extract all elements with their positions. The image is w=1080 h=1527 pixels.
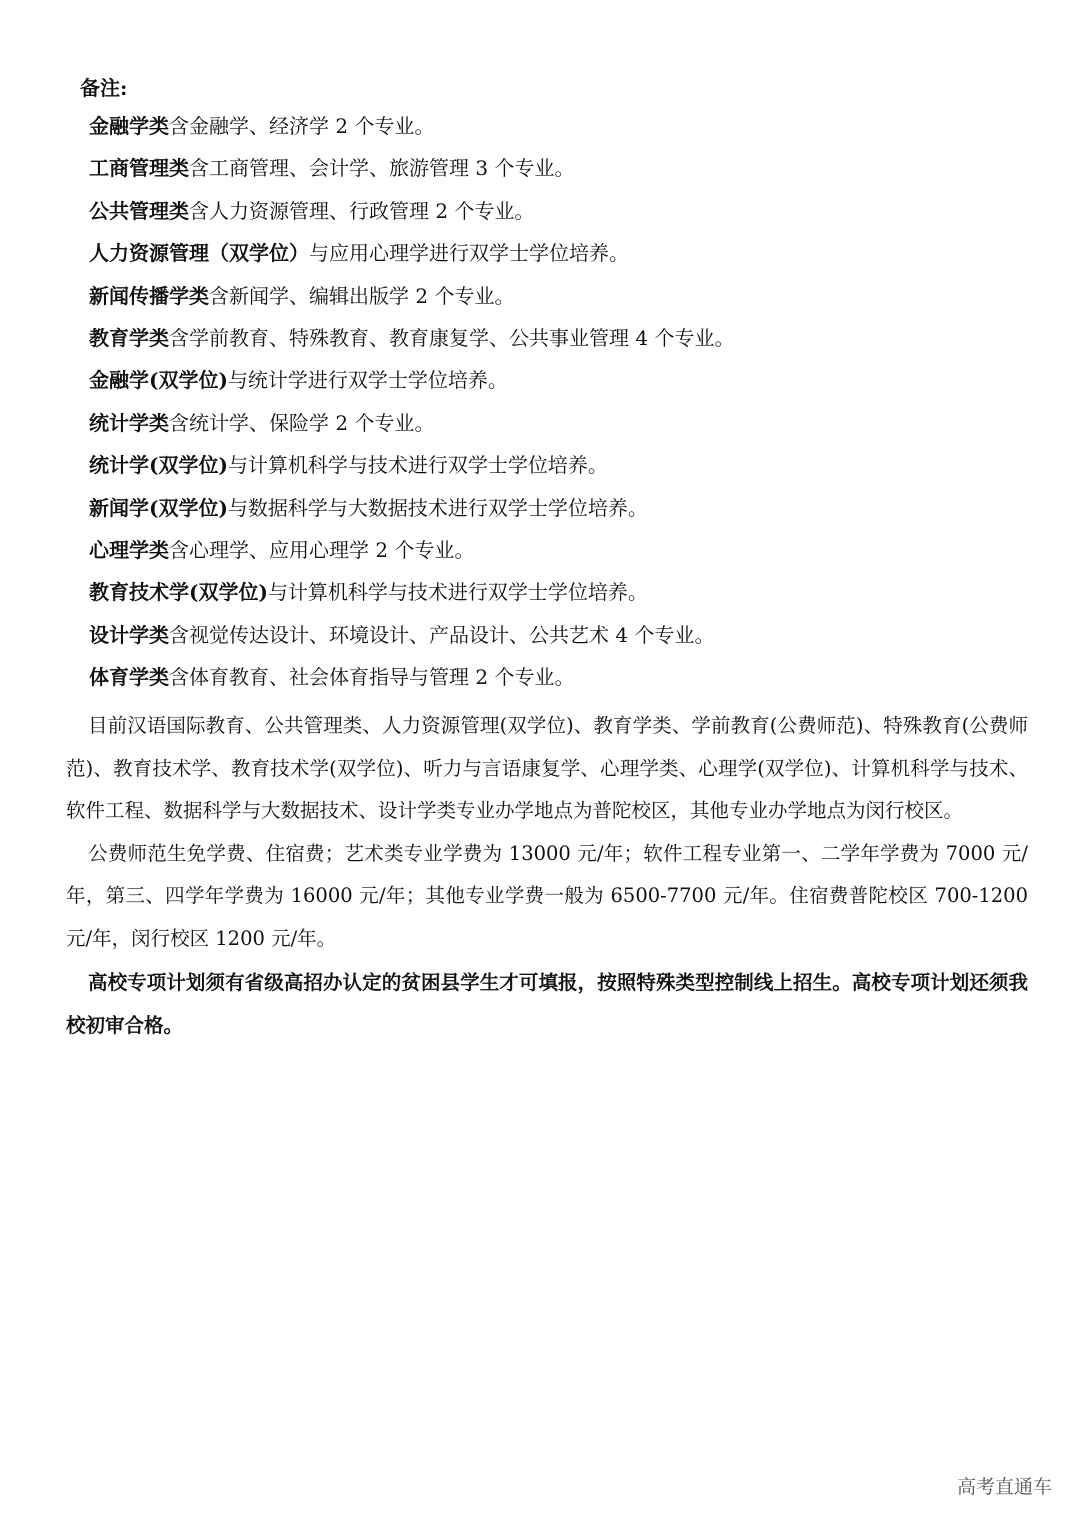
note-description: 含视觉传达设计、环境设计、产品设计、公共艺术 4 个专业。: [169, 622, 715, 647]
note-term: 设计学类: [89, 622, 169, 647]
note-description: 含金融学、经济学 2 个专业。: [169, 114, 435, 138]
note-term: 心理学类: [89, 537, 169, 562]
note-description: 含学前教育、特殊教育、教育康复学、公共事业管理 4 个专业。: [169, 325, 735, 350]
note-item: [89, 112, 1049, 154]
note-term: 新闻学(双学位): [89, 495, 228, 520]
note-item: [89, 197, 1049, 239]
note-term: 新闻传播学类: [89, 283, 209, 308]
note-item: [89, 536, 1049, 578]
campus-paragraph: 目前汉语国际教育、公共管理类、人力资源管理(双学位)、教育学类、学前教育(公费师范)、特殊教育(公费师范)、教育技术学、教育技术学(双学位)、听力与言语康复学、心理学类、心理学(双学位)、计算机科学与技术、软件工程、数据科学与大数据技术、设计学类专业办学地点为普陀校区，其他专业办学地点为闵行校区。: [66, 714, 1028, 822]
note-item: [89, 366, 1049, 408]
note-term: 工商管理类: [89, 156, 189, 181]
note-description: 与统计学进行双学士学位培养。: [227, 368, 508, 393]
body-paragraphs: [66, 705, 1028, 1047]
note-term: 金融学(双学位): [89, 368, 228, 393]
note-description: 与数据科学与大数据技术进行双学士学位培养。: [227, 495, 648, 520]
note-term: 教育技术学(双学位): [89, 580, 268, 605]
note-description: 含人力资源管理、行政管理 2 个专业。: [189, 198, 535, 223]
note-item: [89, 663, 1049, 705]
note-item: [89, 324, 1049, 366]
note-description: 与计算机科学与技术进行双学士学位培养。: [227, 453, 608, 478]
note-term: 公共管理类: [89, 198, 189, 223]
note-term: 金融学类: [89, 114, 169, 138]
note-item: [89, 282, 1049, 324]
note-description: 与计算机科学与技术进行双学士学位培养。: [267, 580, 648, 605]
note-description: 含工商管理、会计学、旅游管理 3 个专业。: [189, 156, 575, 181]
note-item: [89, 409, 1049, 451]
note-term: 教育学类: [89, 325, 169, 350]
note-term: 人力资源管理（双学位）: [89, 241, 309, 266]
special-plan-paragraph: 高校专项计划须有省级高招办认定的贫困县学生才可填报，按照特殊类型控制线上招生。高校专项计划还须我校初审合格。: [66, 971, 1028, 1037]
note-description: 含心理学、应用心理学 2 个专业。: [169, 537, 475, 562]
note-description: 含体育教育、社会体育指导与管理 2 个专业。: [169, 665, 575, 690]
note-description: 含新闻学、编辑出版学 2 个专业。: [209, 283, 515, 308]
note-description: 含统计学、保险学 2 个专业。: [169, 410, 435, 435]
note-description: 与应用心理学进行双学士学位培养。: [309, 241, 629, 266]
note-term: 统计学类: [89, 410, 169, 435]
note-item: [89, 451, 1049, 493]
note-term: 体育学类: [89, 665, 169, 690]
note-item: [89, 621, 1049, 663]
note-term: 统计学(双学位): [89, 453, 228, 478]
note-item: [89, 494, 1049, 536]
notes-list: [89, 112, 1049, 705]
note-item: [89, 239, 1049, 281]
note-item: [89, 154, 1049, 196]
note-item: [89, 578, 1049, 620]
notes-heading: 备注:: [80, 76, 128, 100]
watermark-text: 高考直通车: [956, 1476, 1052, 1498]
fees-paragraph: 公费师范生免学费、住宿费；艺术类专业学费为 13000 元/年；软件工程专业第一、二学年学费为 7000 元/年，第三、四学年学费为 16000 元/年；其他专业学费一般为 6500-7700 元/年。住宿费普陀校区 700-1200 元/年，闵行校区 1200 元/年。: [66, 841, 1028, 950]
